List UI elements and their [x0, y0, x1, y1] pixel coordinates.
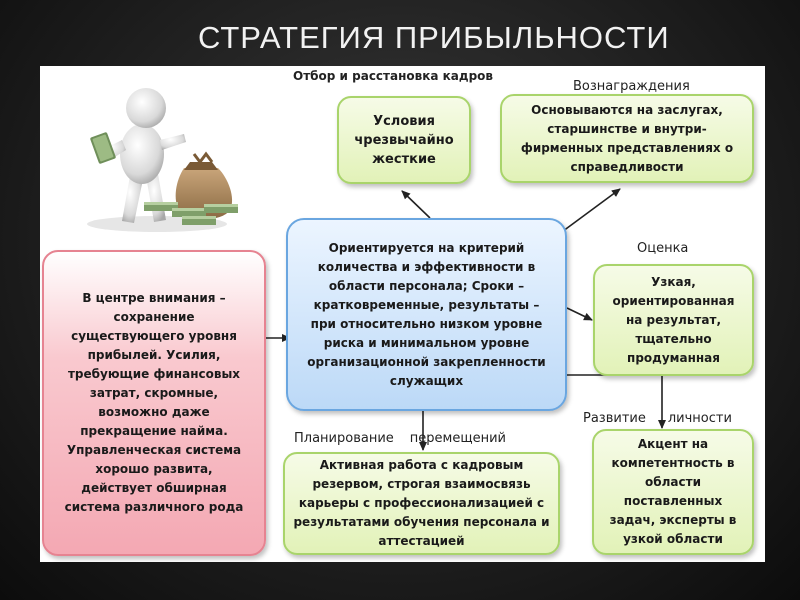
label-development [583, 411, 732, 427]
box-planning: Активная работа с кадровым резервом, строгая взаимосвязь карьеры с профессионализацией с результатами обучения персонала и аттестацией [283, 452, 560, 555]
label-planning [294, 431, 506, 447]
label-development-word1: Развитие [583, 411, 646, 426]
label-development-word2: личности [667, 411, 732, 426]
label-planning-word1: Планирование [294, 431, 394, 446]
label-rewards: Вознаграждения [573, 79, 690, 94]
label-planning-word2: перемещений [409, 431, 506, 446]
box-focus: В центре внимания – сохранение существующего уровня прибылей. Усилия, требующие финансовых затрат, скромные, возможно даже прекращение найма. Управленческая система хорошо развита, действует обширная система различного рода [42, 250, 266, 556]
box-selection-conditions: Условия чрезвычайно жесткие [337, 96, 471, 184]
label-selection: Отбор и расстановка кадров [293, 69, 494, 83]
box-development: Акцент на компетентность в области поставленных задач, эксперты в узкой области [592, 429, 754, 555]
box-center-strategy: Ориентируется на критерий количества и эффективности в области персонала; Сроки – кратковременные, результаты – при относительно низком уровне риска и минимальном уровне организационной закрепленности служащих [286, 218, 567, 411]
slide-title: СТРАТЕГИЯ ПРИБЫЛЬНОСТИ [198, 20, 670, 55]
arrow-to-assessment [567, 308, 592, 320]
arrow-to-selection [402, 191, 430, 218]
box-rewards: Основываются на заслугах, старшинстве и внутри-фирменных представлениях о справедливости [500, 94, 754, 183]
label-assessment: Оценка [637, 241, 689, 256]
box-assessment: Узкая, ориентированная на результат, тщательно продуманная [593, 264, 754, 376]
